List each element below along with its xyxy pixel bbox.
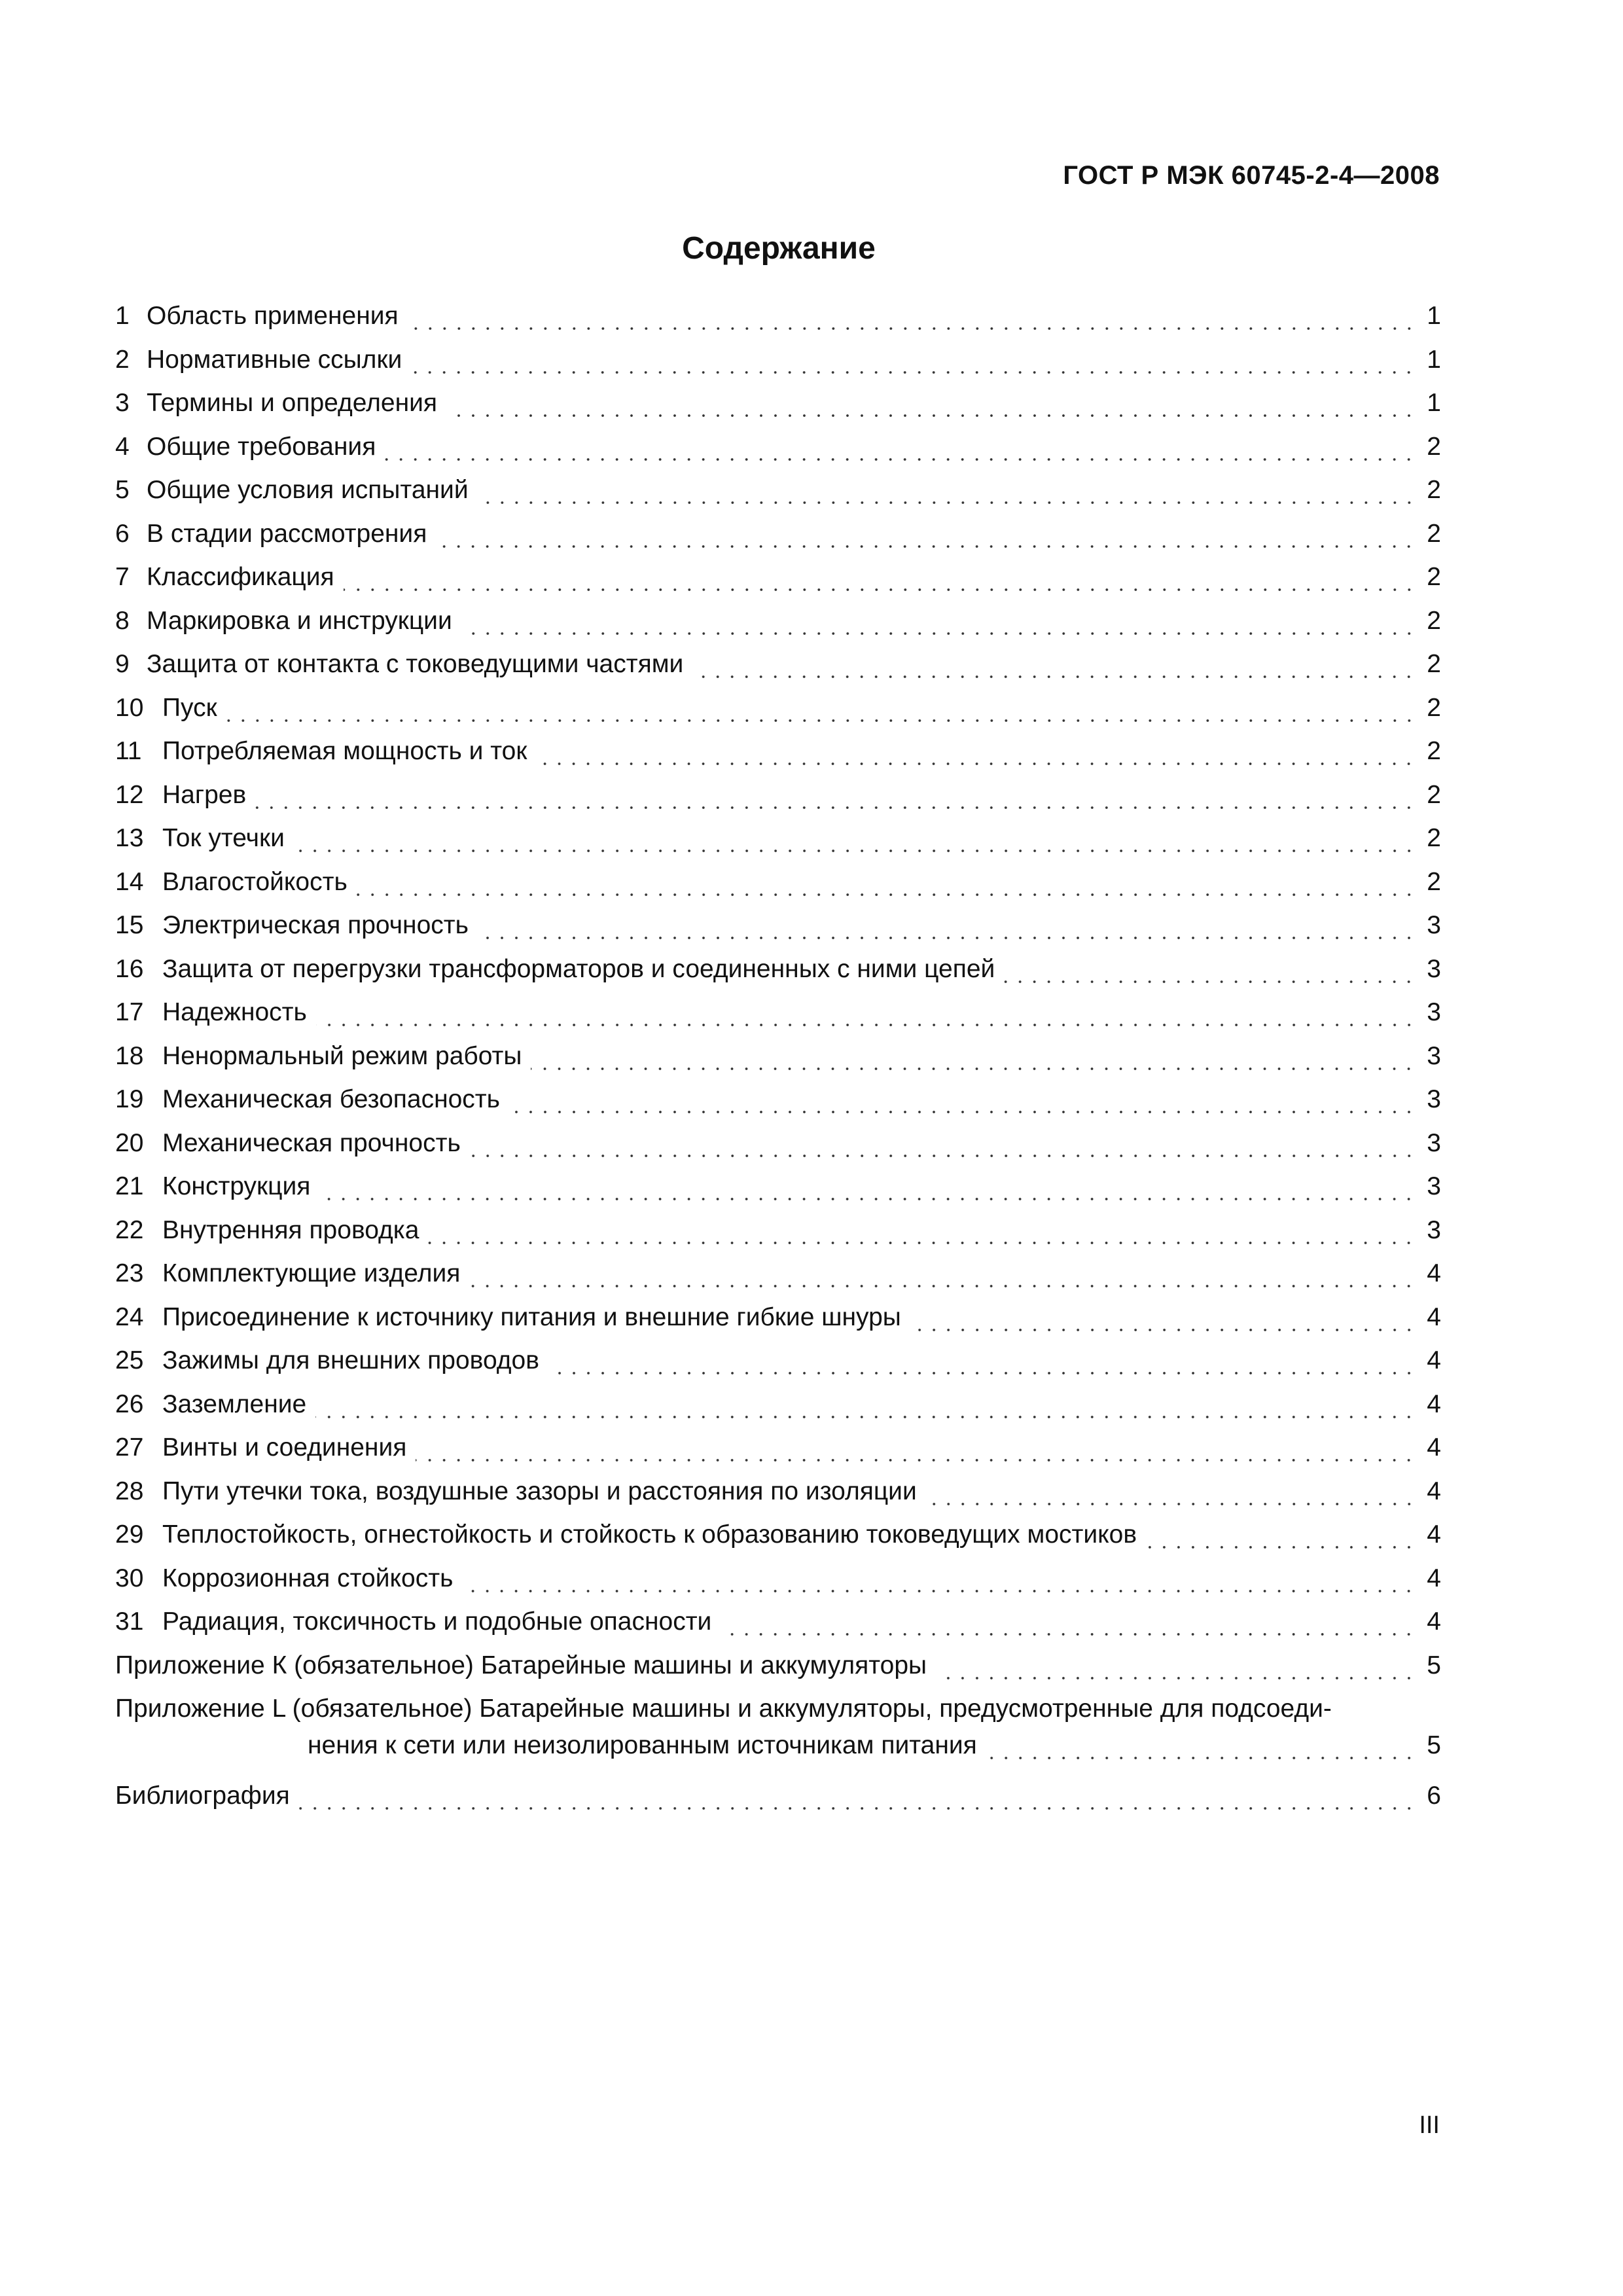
toc-entry-number: 25	[115, 1346, 144, 1374]
toc-entry[interactable]	[115, 821, 1441, 865]
toc-entry-title: Заземление	[162, 1390, 307, 1418]
toc-entry-annex-l[interactable]	[115, 1692, 1441, 1779]
toc-dot-leader	[1146, 1546, 1416, 1549]
toc-entry-number: 24	[115, 1302, 144, 1331]
toc-entry-title: Влагостойкость	[162, 867, 348, 896]
toc-entry-number: 5	[115, 476, 130, 504]
toc-dot-leader	[936, 1677, 1416, 1679]
toc-entry[interactable]	[115, 1605, 1441, 1649]
toc-entry[interactable]	[115, 647, 1441, 691]
toc-entry-title: Классификация	[147, 563, 334, 591]
toc-entry[interactable]	[115, 1083, 1441, 1126]
toc-dot-leader	[357, 893, 1416, 896]
toc-entry-title: Механическая прочность	[162, 1128, 461, 1157]
toc-entry-title: Термины и определения	[147, 389, 438, 417]
toc-entry-page: 2	[1427, 693, 1441, 722]
toc-entry-title: Ток утечки	[162, 824, 285, 852]
toc-dot-leader	[416, 1459, 1416, 1462]
toc-entry[interactable]	[115, 1039, 1441, 1083]
toc-dot-leader	[462, 1590, 1416, 1592]
toc-entry-title: Маркировка и инструкции	[147, 606, 452, 635]
toc-entry-page: 4	[1427, 1607, 1441, 1636]
toc-entry[interactable]	[115, 1257, 1441, 1300]
toc-entry-page: 4	[1427, 1564, 1441, 1592]
toc-dot-leader	[316, 1024, 1416, 1026]
toc-dot-leader	[411, 371, 1416, 374]
document-code-header: ГОСТ Р МЭК 60745-2-4—2008	[1063, 161, 1440, 190]
toc-entry-title: Защита от перегрузки трансформаторов и соединенных с ними цепей	[162, 954, 995, 983]
toc-dot-leader	[536, 762, 1416, 765]
toc-entry[interactable]	[115, 691, 1441, 735]
toc-entry-page: 3	[1427, 1085, 1441, 1113]
toc-entry-number: 9	[115, 650, 130, 678]
page-number: III	[1419, 2111, 1440, 2139]
toc-entry[interactable]	[115, 1213, 1441, 1257]
toc-entry-title: Область применения	[147, 302, 399, 330]
toc-entry-page: 5	[1427, 1731, 1441, 1759]
toc-entry-title: Теплостойкость, огнестойкость и стойкость к образованию токоведущих мостиков	[162, 1520, 1137, 1549]
toc-entry-number: 2	[115, 345, 130, 374]
toc-entry-number: 16	[115, 954, 144, 983]
toc-entry-title: Комплектующие изделия	[162, 1259, 461, 1287]
toc-entry-number: 21	[115, 1172, 144, 1200]
toc-entry[interactable]	[115, 560, 1441, 604]
toc-entry[interactable]	[115, 430, 1441, 474]
toc-entry-number: 14	[115, 867, 144, 896]
toc-entry-page: 2	[1427, 824, 1441, 852]
toc-entry-bibliography[interactable]	[115, 1779, 1441, 1823]
toc-entry-page: 3	[1427, 1041, 1441, 1070]
toc-dot-leader	[910, 1329, 1416, 1331]
toc-entry-title: Приложение К (обязательное) Батарейные машины и аккумуляторы	[115, 1651, 927, 1679]
toc-entry-number: 7	[115, 563, 130, 591]
toc-entry-number: 31	[115, 1607, 144, 1636]
toc-entry-title-line1: Приложение L (обязательное) Батарейные машины и аккумуляторы, предусмотренные для подсоеди-	[115, 1695, 1332, 1723]
toc-entry-title: Коррозионная стойкость	[162, 1564, 454, 1592]
toc-entry-number: 29	[115, 1520, 144, 1549]
toc-entry-title: Внутренняя проводка	[162, 1215, 419, 1244]
toc-dot-leader	[315, 1416, 1416, 1418]
toc-entry-page: 2	[1427, 563, 1441, 591]
toc-entry-number: 17	[115, 998, 144, 1026]
toc-entry-page: 2	[1427, 432, 1441, 461]
toc-entry-title: Винты и соединения	[162, 1433, 407, 1462]
toc-dot-leader	[548, 1372, 1416, 1374]
toc-entry[interactable]	[115, 1300, 1441, 1344]
toc-dot-leader	[1004, 980, 1416, 983]
toc-entry-page: 2	[1427, 737, 1441, 765]
toc-entry-number: 8	[115, 606, 130, 635]
toc-entry-title: В стадии рассмотрения	[147, 519, 427, 548]
toc-dot-leader	[436, 545, 1416, 548]
toc-entry-page: 4	[1427, 1477, 1441, 1505]
toc-entry-page: 2	[1427, 519, 1441, 548]
toc-entry-title: Ненормальный режим работы	[162, 1041, 522, 1070]
toc-entry-page: 2	[1427, 476, 1441, 504]
toc-entry-title: Конструкция	[162, 1172, 311, 1200]
toc-entry-title: Присоединение к источнику питания и внешние гибкие шнуры	[162, 1302, 901, 1331]
toc-dot-leader	[692, 675, 1416, 678]
toc-dot-leader	[531, 1067, 1416, 1070]
toc-entry-number: 18	[115, 1041, 144, 1070]
toc-entry-title: Общие требования	[147, 432, 376, 461]
toc-entry[interactable]	[115, 1475, 1441, 1518]
toc-dot-leader	[461, 632, 1416, 635]
toc-dot-leader	[428, 1242, 1416, 1244]
toc-entry-annex-k[interactable]	[115, 1649, 1441, 1693]
toc-entry[interactable]	[115, 952, 1441, 996]
toc-entry[interactable]	[115, 996, 1441, 1039]
toc-entry[interactable]	[115, 343, 1441, 387]
toc-entry-number: 15	[115, 911, 144, 939]
toc-entry-page: 4	[1427, 1433, 1441, 1462]
toc-dot-leader	[226, 719, 1416, 722]
toc-entry[interactable]	[115, 604, 1441, 648]
toc-entry-page: 3	[1427, 1128, 1441, 1157]
toc-entry-page: 4	[1427, 1390, 1441, 1418]
table-of-contents	[115, 299, 1441, 1823]
toc-entry-page: 2	[1427, 650, 1441, 678]
toc-entry-page: 1	[1427, 302, 1441, 330]
toc-entry-title: Нагрев	[162, 780, 247, 809]
toc-entry[interactable]	[115, 778, 1441, 822]
toc-dot-leader	[446, 414, 1416, 417]
toc-dot-leader	[478, 501, 1416, 504]
toc-entry-number: 20	[115, 1128, 144, 1157]
toc-entry[interactable]	[115, 908, 1441, 952]
toc-entry-title: Зажимы для внешних проводов	[162, 1346, 539, 1374]
toc-entry-number: 23	[115, 1259, 144, 1287]
toc-entry-title: Пуск	[162, 693, 217, 722]
toc-entry-page: 1	[1427, 345, 1441, 374]
toc-entry-page: 3	[1427, 911, 1441, 939]
toc-entry[interactable]	[115, 1431, 1441, 1475]
toc-entry-page: 2	[1427, 780, 1441, 809]
toc-entry-title: Электрическая прочность	[162, 911, 469, 939]
toc-dot-leader	[385, 458, 1416, 461]
toc-entry-number: 6	[115, 519, 130, 548]
toc-entry-title: Защита от контакта с токоведущими частями	[147, 650, 684, 678]
toc-entry-title: Общие условия испытаний	[147, 476, 469, 504]
toc-entry[interactable]	[115, 865, 1441, 909]
toc-entry-page: 5	[1427, 1651, 1441, 1679]
toc-entry-number: 13	[115, 824, 144, 852]
toc-entry-page: 3	[1427, 1172, 1441, 1200]
toc-entry-number: 4	[115, 432, 130, 461]
toc-dot-leader	[470, 1155, 1416, 1157]
toc-entry-title: Библиография	[115, 1782, 290, 1810]
toc-entry-number: 26	[115, 1390, 144, 1418]
toc-dot-leader	[255, 806, 1416, 809]
toc-entry-title: Пути утечки тока, воздушные зазоры и расстояния по изоляции	[162, 1477, 917, 1505]
toc-entry[interactable]	[115, 386, 1441, 430]
toc-entry[interactable]	[115, 1562, 1441, 1605]
toc-entry-title: Потребляемая мощность и ток	[162, 737, 527, 765]
toc-entry-title: Надежность	[162, 998, 307, 1026]
toc-entry-number: 11	[115, 737, 142, 765]
toc-entry-continuation	[115, 1729, 1441, 1772]
toc-dot-leader	[509, 1111, 1416, 1113]
toc-entry-title: Радиация, токсичность и подобные опасности	[162, 1607, 712, 1636]
toc-entry-number: 10	[115, 693, 144, 722]
toc-entry-page: 4	[1427, 1259, 1441, 1287]
toc-dot-leader	[344, 588, 1416, 591]
toc-entry-number: 12	[115, 780, 144, 809]
toc-dot-leader	[478, 937, 1416, 939]
toc-entry[interactable]	[115, 1388, 1441, 1431]
toc-entry-number: 1	[115, 302, 130, 330]
toc-dot-leader	[721, 1633, 1416, 1636]
toc-entry[interactable]	[115, 1126, 1441, 1170]
toc-entry-page: 3	[1427, 998, 1441, 1026]
toc-entry-page: 3	[1427, 954, 1441, 983]
toc-entry-number: 3	[115, 389, 130, 417]
toc-dot-leader	[319, 1198, 1416, 1200]
toc-dot-leader	[469, 1285, 1416, 1287]
toc-dot-leader	[294, 850, 1416, 852]
toc-entry[interactable]	[115, 299, 1441, 343]
toc-dot-leader	[408, 327, 1416, 330]
toc-entry-number: 30	[115, 1564, 144, 1592]
toc-entry-number: 27	[115, 1433, 144, 1462]
toc-entry-title: Механическая безопасность	[162, 1085, 500, 1113]
toc-entry-page: 2	[1427, 606, 1441, 635]
toc-entry[interactable]	[115, 1344, 1441, 1388]
toc-entry[interactable]	[115, 473, 1441, 517]
toc-entry-page: 6	[1427, 1782, 1441, 1810]
toc-entry-page: 4	[1427, 1520, 1441, 1549]
toc-entry-page: 2	[1427, 867, 1441, 896]
toc-dot-leader	[299, 1807, 1416, 1810]
toc-entry-number: 22	[115, 1215, 144, 1244]
toc-entry[interactable]	[115, 517, 1441, 561]
toc-entry[interactable]	[115, 1518, 1441, 1562]
toc-entry-title-line2: нения к сети или неизолированным источникам питания	[308, 1731, 977, 1759]
toc-entry-page: 4	[1427, 1346, 1441, 1374]
toc-dot-leader	[986, 1757, 1416, 1759]
toc-title: Содержание	[682, 231, 876, 266]
toc-entry-number: 19	[115, 1085, 144, 1113]
toc-dot-leader	[926, 1503, 1416, 1505]
toc-entry-title: Нормативные ссылки	[147, 345, 402, 374]
toc-entry[interactable]	[115, 734, 1441, 778]
toc-entry-page: 3	[1427, 1215, 1441, 1244]
toc-entry-page: 1	[1427, 389, 1441, 417]
toc-entry-page: 4	[1427, 1302, 1441, 1331]
toc-entry-number: 28	[115, 1477, 144, 1505]
toc-entry[interactable]	[115, 1170, 1441, 1213]
